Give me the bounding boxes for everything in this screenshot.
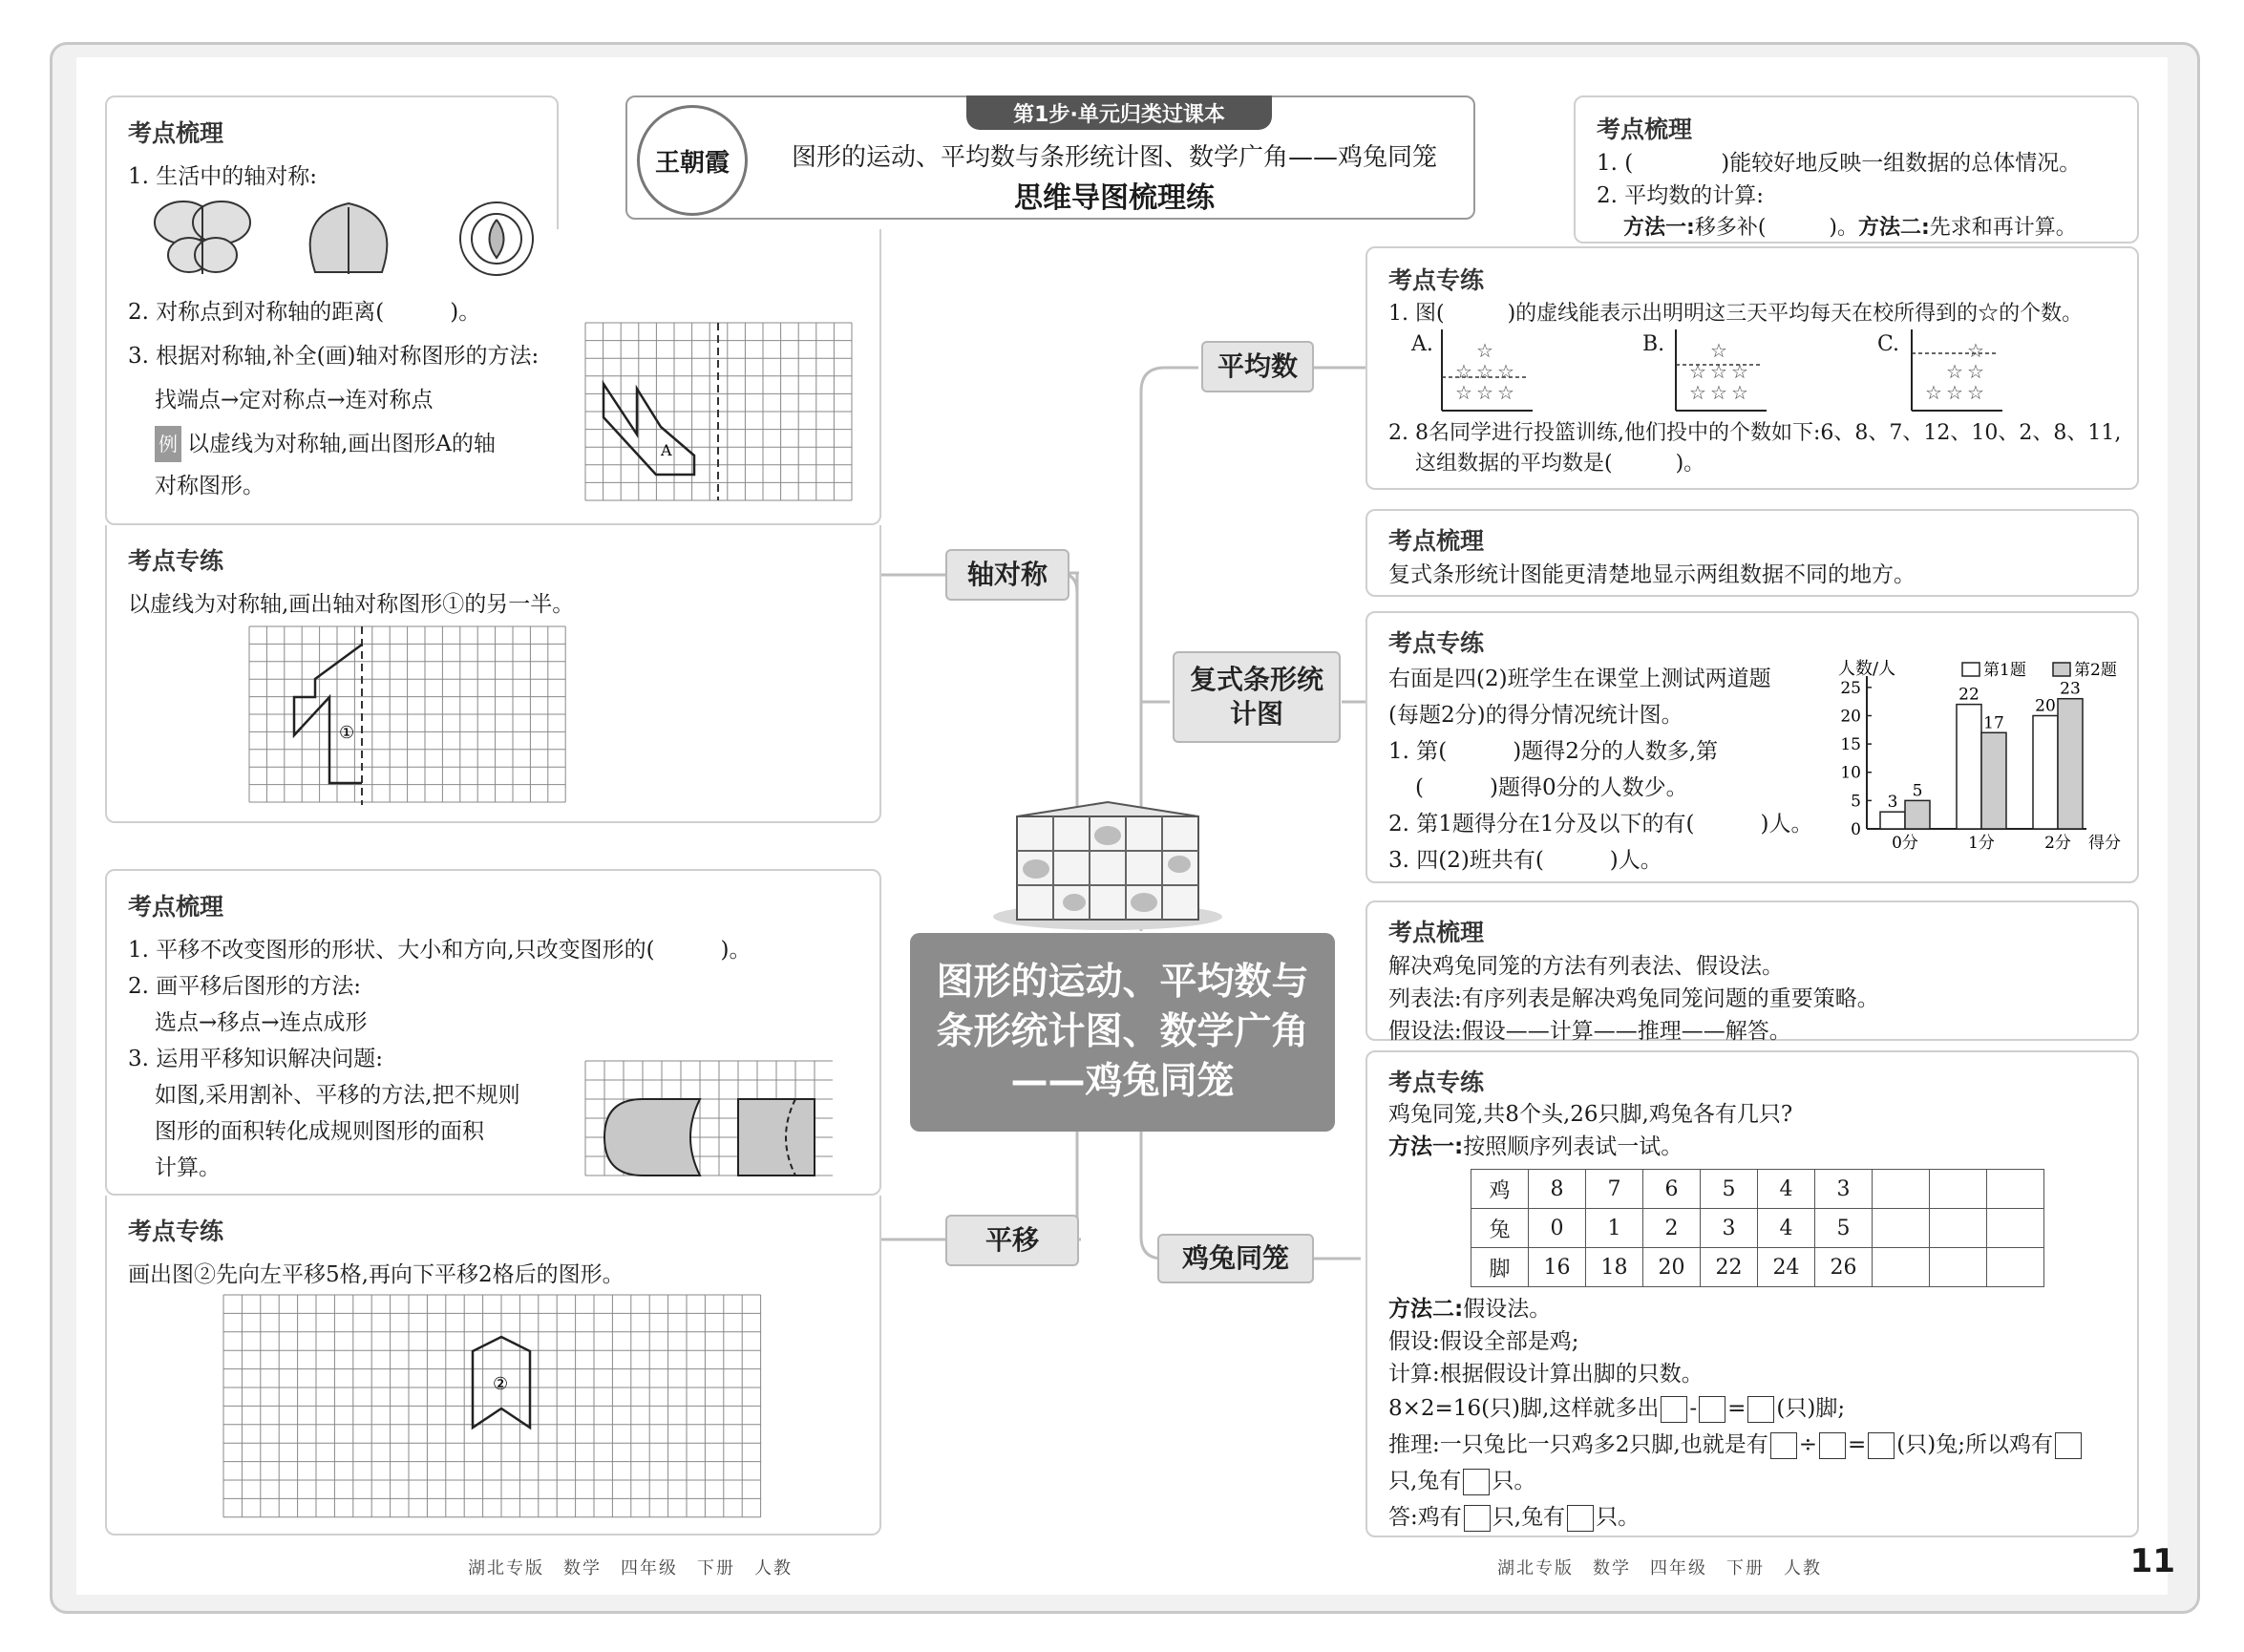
- y-tick-label: 20: [1840, 707, 1861, 727]
- shape-1-label: ①: [339, 723, 355, 743]
- table-cell: 6: [1643, 1170, 1701, 1209]
- text-line: 3. 四(2)班共有( )人。: [1388, 848, 1662, 873]
- reason-text: 只。: [1492, 1469, 1536, 1493]
- table-cell: 4: [1758, 1209, 1815, 1248]
- grid-lines: [249, 626, 565, 802]
- calc-text: 8×2=16(只)脚,这样就多出: [1388, 1396, 1660, 1421]
- header-title: 思维导图梳理练: [1014, 181, 1215, 215]
- star-icon: ☆: [1946, 381, 1963, 404]
- text-line: 1. ( )能较好地反映一组数据的总体情况。: [1597, 151, 2082, 176]
- star-icon: ☆: [1476, 381, 1493, 404]
- trial-table: [1471, 1169, 2044, 1287]
- table-cell: 20: [1643, 1248, 1701, 1287]
- text-line: 假设法:假设——计算——推理——解答。: [1388, 1019, 1791, 1044]
- y-tick-label: 0: [1851, 820, 1861, 839]
- star-icon: ☆: [1455, 381, 1472, 404]
- y-tick-label: 25: [1840, 678, 1861, 698]
- step-tab: 第1步·单元归类过课本: [966, 95, 1272, 130]
- table-cell: 18: [1586, 1248, 1643, 1287]
- table-cell[interactable]: [1930, 1248, 1987, 1287]
- star-icon: ☆: [1689, 360, 1706, 383]
- text-line: 计算。: [155, 1155, 221, 1180]
- data-label: 3: [1887, 793, 1898, 813]
- text-line: 2. 画平移后图形的方法:: [128, 974, 362, 999]
- table-cell: 3: [1815, 1170, 1873, 1209]
- text-line: 如图,采用割补、平移的方法,把不规则: [155, 1083, 520, 1108]
- text-line: (每题2分)的得分情况统计图。: [1388, 703, 1683, 728]
- node-bar-chart: [1173, 651, 1341, 743]
- star-charts: [1404, 325, 2015, 420]
- grid-cut-and-move: [584, 1060, 833, 1179]
- text-line: [1388, 1427, 2116, 1463]
- operator: ÷: [1798, 1432, 1817, 1457]
- legend-swatch: [2053, 663, 2070, 676]
- text-line: 2. 8名同学进行投篮训练,他们投中的个数如下:6、8、7、12、10、2、8、11,: [1388, 421, 2122, 445]
- text-line: 列表法:有序列表是解决鸡兔同笼问题的重要策略。: [1388, 986, 1879, 1011]
- table-cell: 22: [1701, 1248, 1758, 1287]
- table-cell: 5: [1815, 1209, 1873, 1248]
- star-icon: ☆: [1476, 360, 1493, 383]
- header-subtitle: 图形的运动、平均数与条形统计图、数学广角——鸡兔同笼: [791, 143, 1437, 172]
- text-line: 鸡兔同笼,共8个头,26只脚,鸡兔各有几只?: [1388, 1102, 1793, 1127]
- text-line: 找端点→定对称点→连对称点: [155, 388, 434, 413]
- bar: [2033, 715, 2058, 829]
- text-line: [1388, 1499, 2116, 1536]
- text-line: [1388, 1293, 2116, 1325]
- chart-xlabel: 得分: [2088, 834, 2121, 853]
- cr-practice-card: [1365, 1050, 2139, 1537]
- text-line: 2. 平均数的计算:: [1597, 183, 1765, 208]
- symmetry-pictures: [143, 196, 544, 282]
- table-cell[interactable]: [1987, 1170, 2044, 1209]
- legend-label: 第1题: [1983, 661, 2026, 680]
- table-row: [1471, 1248, 2044, 1287]
- operator: =: [1727, 1396, 1747, 1421]
- bar: [2058, 699, 2083, 829]
- text-line: ( )题得0分的人数少。: [1415, 775, 1688, 800]
- answer-box[interactable]: [1770, 1432, 1797, 1459]
- star-chart-a: [1442, 329, 1533, 411]
- node-average: 平均数: [1201, 341, 1314, 392]
- table-cell[interactable]: [1873, 1170, 1930, 1209]
- method-text: 移多补( )。: [1694, 216, 1858, 240]
- answer-box[interactable]: [1463, 1469, 1490, 1495]
- section-title: 考点专练: [1388, 266, 1485, 294]
- text-line: [1388, 1463, 2116, 1499]
- central-topic-text: 图形的运动、平均数与条形统计图、数学广角——鸡兔同笼: [936, 961, 1309, 1103]
- row-header-cell: 兔: [1471, 1209, 1529, 1248]
- option-c-label: C.: [1877, 332, 1900, 356]
- text-line: 2. 对称点到对称轴的距离( )。: [128, 300, 481, 325]
- text-line: 右面是四(2)班学生在课堂上测试两道题: [1388, 667, 1771, 691]
- row-header-cell: 脚: [1471, 1248, 1529, 1287]
- irregular-shape: [604, 1099, 700, 1175]
- table-cell: 4: [1758, 1170, 1815, 1209]
- grid-figure-2: [222, 1294, 767, 1523]
- section-title: 考点专练: [128, 547, 224, 575]
- star-icon: ☆: [1731, 381, 1748, 404]
- answer-box[interactable]: [1868, 1432, 1895, 1459]
- star-icon: ☆: [1925, 381, 1942, 404]
- star-icon: ☆: [1497, 381, 1514, 404]
- table-cell: 5: [1701, 1170, 1758, 1209]
- table-row: [1471, 1170, 2044, 1209]
- section-title: 考点专练: [1388, 629, 1485, 657]
- data-label: 23: [2060, 679, 2081, 699]
- star-icon: ☆: [1710, 381, 1727, 404]
- table-cell: 3: [1701, 1209, 1758, 1248]
- table-cell[interactable]: [1873, 1209, 1930, 1248]
- star-icon: ☆: [1731, 360, 1748, 383]
- star-chart-b: [1676, 329, 1767, 411]
- section-title: 考点专练: [1388, 1069, 1485, 1096]
- table-cell: 0: [1529, 1209, 1586, 1248]
- table-cell: 16: [1529, 1248, 1586, 1287]
- text-line: 1. 图( )的虚线能表示出明明这三天平均每天在校所得到的☆的个数。: [1388, 302, 2084, 326]
- text-line: 计算:根据假设计算出脚的只数。: [1388, 1362, 1704, 1387]
- method-text: 先求和再计算。: [1929, 216, 2077, 240]
- table-cell: 1: [1586, 1209, 1643, 1248]
- bar: [1981, 732, 2006, 829]
- y-tick-label: 10: [1840, 763, 1861, 783]
- cr-review-card: [1365, 900, 2139, 1044]
- star-icon: ☆: [1710, 339, 1727, 362]
- text-line: 画出图②先向左平移5格,再向下平移2格后的图形。: [128, 1262, 625, 1287]
- star-chart-c: [1912, 329, 2002, 411]
- text-line: [1388, 1131, 2116, 1163]
- data-label: 5: [1912, 781, 1923, 801]
- text-line: 解决鸡兔同笼的方法有列表法、假设法。: [1388, 954, 1784, 979]
- grid-figure-1: [248, 625, 568, 807]
- footer-right: 湖北专版 数学 四年级 下册 人教: [1497, 1558, 1822, 1578]
- text-line: [1388, 1390, 2116, 1427]
- reason-text: 推理:一只兔比一只鸡多2只脚,也就是有: [1388, 1432, 1768, 1457]
- text-line: [1597, 212, 2116, 244]
- regular-square: [738, 1099, 815, 1175]
- page-number: 11: [2129, 1542, 2175, 1580]
- text-line: 图形的面积转化成规则图形的面积: [155, 1119, 484, 1144]
- star-icon: ☆: [1710, 360, 1727, 383]
- score-bar-chart: [1829, 657, 2134, 867]
- table-cell: 2: [1643, 1209, 1701, 1248]
- answer-text: 只。: [1596, 1505, 1641, 1530]
- reason-text: 只,兔有: [1388, 1469, 1462, 1493]
- data-label: 17: [1983, 713, 2004, 733]
- method-label: 方法二:: [1857, 216, 1930, 240]
- answer-box[interactable]: [2055, 1432, 2082, 1459]
- example-tag: 例: [155, 426, 181, 462]
- operator: -: [1689, 1396, 1698, 1421]
- table-cell[interactable]: [1873, 1248, 1930, 1287]
- bar: [1905, 800, 1930, 829]
- table-cell: 26: [1815, 1248, 1873, 1287]
- text-line: 3. 根据对称轴,补全(画)轴对称图形的方法:: [128, 344, 540, 369]
- option-b-label: B.: [1642, 332, 1665, 356]
- shape-a-label: A: [661, 441, 672, 459]
- table-cell[interactable]: [1987, 1248, 2044, 1287]
- text-line: 选点→移点→连点成形: [155, 1010, 368, 1035]
- text-line: 1. 平移不改变图形的形状、大小和方向,只改变图形的( )。: [128, 938, 752, 963]
- page-header: [625, 95, 1475, 220]
- central-topic: [910, 933, 1335, 1132]
- logo-text: 王朝霞: [654, 148, 730, 178]
- data-label: 20: [2035, 696, 2056, 716]
- star-icon: ☆: [1967, 339, 1984, 362]
- data-label: 22: [1958, 685, 1979, 705]
- answer-box[interactable]: [1464, 1505, 1491, 1532]
- star-icon: ☆: [1967, 360, 1984, 383]
- answer-text: 只,兔有: [1492, 1505, 1566, 1530]
- method-label: 方法一:: [1388, 1134, 1464, 1159]
- y-tick-label: 5: [1851, 792, 1861, 812]
- x-tick-label: 2分: [2044, 834, 2071, 853]
- table-cell[interactable]: [1930, 1209, 1987, 1248]
- text-line: 假设:假设全部是鸡;: [1388, 1329, 1579, 1354]
- grid-figure-a: [584, 322, 857, 503]
- method-label: 方法一:: [1623, 216, 1695, 240]
- table-cell[interactable]: [1930, 1170, 1987, 1209]
- section-title: 考点梳理: [1597, 116, 1693, 143]
- node-axis-symmetry: 轴对称: [945, 549, 1069, 601]
- section-title: 考点梳理: [1388, 527, 1485, 555]
- example-text: 以虚线为对称轴,画出图形A的轴: [187, 432, 496, 456]
- node-bar-chart-label: 复式条形统计图: [1189, 664, 1323, 730]
- table-cell: 7: [1586, 1170, 1643, 1209]
- table-cell: 24: [1758, 1248, 1815, 1287]
- star-icon: ☆: [1967, 381, 1984, 404]
- node-translation: 平移: [945, 1215, 1079, 1266]
- option-a-label: A.: [1411, 332, 1433, 356]
- reason-text: (只)兔;所以鸡有: [1896, 1432, 2053, 1457]
- legend-swatch: [1962, 663, 1979, 676]
- bar: [1957, 705, 1981, 829]
- answer-box[interactable]: [1819, 1432, 1846, 1459]
- method-label: 方法二:: [1388, 1297, 1464, 1322]
- answer-box[interactable]: [1661, 1396, 1687, 1423]
- text-line: 这组数据的平均数是( )。: [1415, 452, 1705, 476]
- method-text: 按照顺序列表试一试。: [1463, 1134, 1683, 1159]
- legend-label: 第2题: [2074, 661, 2117, 680]
- chart-ylabel: 人数/人: [1838, 659, 1896, 679]
- answer-text: 答:鸡有: [1388, 1505, 1462, 1530]
- star-icon: ☆: [1497, 360, 1514, 383]
- average-review-card: [1574, 95, 2139, 244]
- text-line: 1. 生活中的轴对称:: [128, 164, 318, 189]
- row-header-cell: 鸡: [1471, 1170, 1529, 1209]
- butterfly-picture: [155, 201, 250, 274]
- footer-left: 湖北专版 数学 四年级 下册 人教: [468, 1558, 793, 1578]
- shape-2-label: ②: [493, 1374, 509, 1394]
- table-cell: 8: [1529, 1170, 1586, 1209]
- text-line: 1. 第( )题得2分的人数多,第: [1388, 739, 1719, 764]
- text-line: 3. 运用平移知识解决问题:: [128, 1047, 384, 1071]
- star-icon: ☆: [1455, 360, 1472, 383]
- table-row: [1471, 1209, 2044, 1248]
- cage-illustration: [988, 797, 1227, 931]
- answer-box[interactable]: [1567, 1505, 1594, 1532]
- section-title: 考点专练: [128, 1218, 224, 1245]
- x-tick-label: 0分: [1892, 834, 1918, 853]
- star-icon: ☆: [1476, 339, 1493, 362]
- grid-lines: [223, 1295, 761, 1517]
- section-title: 考点梳理: [128, 893, 224, 921]
- publisher-logo: [637, 105, 748, 216]
- x-tick-label: 1分: [1968, 834, 1995, 853]
- peacock-picture: [310, 203, 388, 274]
- operator: =: [1847, 1432, 1867, 1457]
- answer-box[interactable]: [1747, 1396, 1774, 1423]
- text-line: 复式条形统计图能更清楚地显示两组数据不同的地方。: [1388, 562, 1916, 587]
- section-title: 考点梳理: [1388, 919, 1485, 946]
- method-text: 假设法。: [1463, 1297, 1552, 1322]
- node-chicken-rabbit: 鸡兔同笼: [1157, 1234, 1314, 1283]
- star-icon: ☆: [1946, 360, 1963, 383]
- text-line: 对称图形。: [155, 474, 265, 498]
- star-icon: ☆: [1689, 381, 1706, 404]
- text-line: 2. 第1题得分在1分及以下的有( )人。: [1388, 812, 1813, 837]
- section-title: 考点梳理: [128, 119, 224, 147]
- y-tick-label: 15: [1840, 735, 1861, 755]
- bar: [1880, 812, 1905, 829]
- calc-text: (只)脚;: [1776, 1396, 1846, 1421]
- table-cell[interactable]: [1987, 1209, 2044, 1248]
- answer-box[interactable]: [1699, 1396, 1725, 1423]
- text-line: 以虚线为对称轴,画出轴对称图形①的另一半。: [128, 592, 575, 617]
- emblem-picture: [460, 202, 533, 275]
- bar-review-card: [1365, 509, 2139, 597]
